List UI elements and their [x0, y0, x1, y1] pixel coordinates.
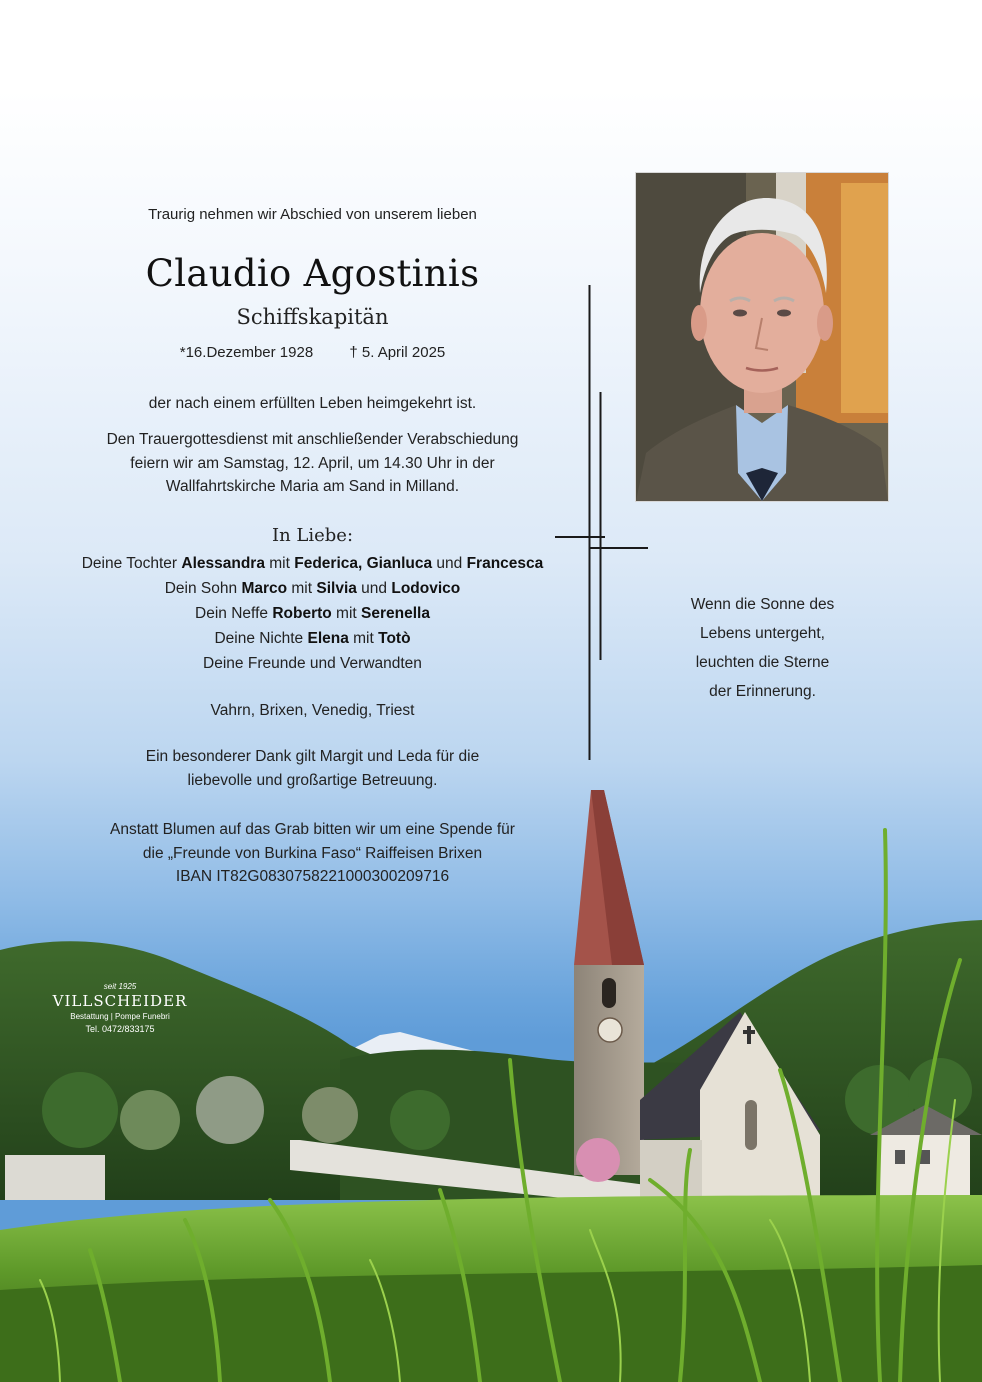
logo-subtitle: Bestattung | Pompe Funebri	[70, 1012, 170, 1021]
family-line-son: Dein Sohn Marco mit Silvia und Lodovico	[164, 580, 461, 597]
family-list	[40, 551, 585, 676]
in-love-heading: In Liebe:	[271, 525, 354, 546]
donation-text: Anstatt Blumen auf das Grab bitten wir um eine Spende für die „Freunde von Burkina Faso“ Raiffeisen Brixen IBAN IT82G0830758221000300209716	[40, 818, 585, 889]
birth-date: *16.Dezember 1928	[179, 344, 314, 361]
left-wall	[5, 1155, 105, 1200]
logo-brand: VILLSCHEIDER	[52, 992, 188, 1010]
service-line: feiern wir am Samstag, 12. April, um 14.30 Uhr in der	[130, 454, 495, 472]
intro-text: Traurig nehmen wir Abschied von unserem lieben	[148, 206, 477, 223]
blossom-tree	[576, 1138, 620, 1182]
service-info	[40, 428, 585, 499]
family-line-daughter: Deine Tochter Alessandra mit Federica, Gianluca und Francesca	[81, 555, 544, 572]
deceased-name: Claudio Agostinis	[145, 252, 480, 295]
death-date: † 5. April 2025	[349, 344, 446, 361]
tower-clock	[598, 1018, 622, 1042]
iban: IBAN IT82G0830758221000300209716	[175, 868, 450, 885]
thanks-text: Ein besonderer Dank gilt Margit und Leda für die liebevolle und großartige Betreuung.	[145, 748, 480, 789]
family-line-niece: Deine Nichte Elena mit Totò	[214, 630, 411, 647]
homecoming-text: der nach einem erfüllten Leben heimgekehrt ist.	[148, 395, 477, 412]
family-line-friends: Deine Freunde und Verwandten	[203, 655, 422, 672]
logo-phone: Tel. 0472/833175	[85, 1024, 155, 1034]
portrait-photo	[635, 172, 889, 502]
memorial-quote: Wenn die Sonne des Lebens untergeht, leuchten die Sterne der Erinnerung.	[690, 596, 835, 700]
service-line: Den Trauergottesdienst mit anschließender Verabschiedung	[106, 431, 519, 448]
service-line: Wallfahrtskirche Maria am Sand in Milland.	[165, 478, 460, 495]
dates	[40, 341, 585, 365]
profession: Schiffskapitän	[236, 305, 389, 329]
logo-since: seit 1925	[103, 982, 137, 991]
right-house	[880, 1130, 970, 1200]
places: Vahrn, Brixen, Venedig, Triest	[210, 702, 415, 719]
funeral-home-logo	[40, 982, 200, 1034]
family-line-nephew: Dein Neffe Roberto mit Serenella	[195, 605, 430, 622]
